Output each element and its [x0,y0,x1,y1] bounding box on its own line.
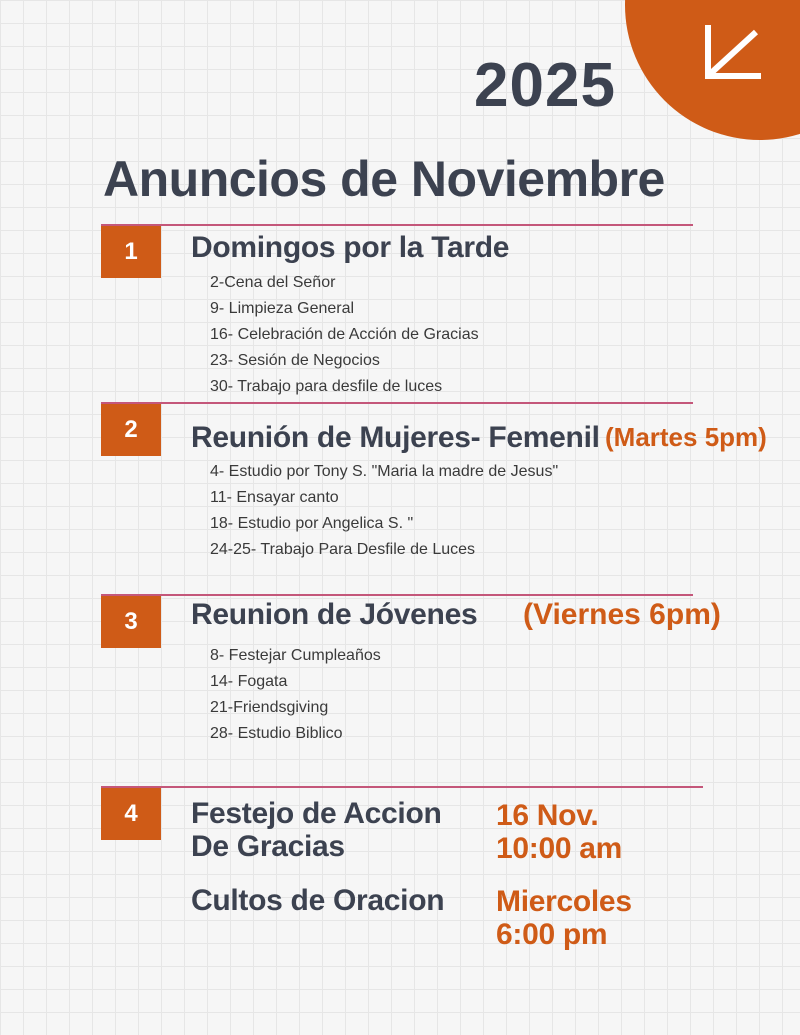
section-number-badge: 2 [101,404,161,456]
list-item: 30- Trabajo para desfile de luces [210,378,443,395]
section-divider [101,786,703,788]
section-number-badge: 1 [101,226,161,278]
arrow-down-left-icon [700,22,762,84]
section-title: Domingos por la Tarde [191,231,510,264]
schedule-list [210,643,381,747]
list-item: 24-25- Trabajo Para Desfile de Luces [210,541,476,558]
event-time: 10:00 am [496,832,623,865]
schedule-list [210,270,479,400]
event-title-line: De Gracias [191,830,345,863]
page-title: Anuncios de Noviembre [103,151,665,207]
list-item: 28- Estudio Biblico [210,725,343,742]
list-item: 9- Limpieza General [210,300,355,317]
meeting-time: (Viernes 6pm) [523,598,721,631]
section-number-badge: 4 [101,788,161,840]
prayer-time: 6:00 pm [496,918,608,951]
list-item: 4- Estudio por Tony S. "Maria la madre de Jesus" [210,463,559,480]
prayer-label: Cultos de Oracion [191,884,445,917]
list-item: 2-Cena del Señor [210,274,336,291]
prayer-day: Miercoles [496,885,632,918]
section-number-badge: 3 [101,596,161,648]
meeting-time: (Martes 5pm) [605,422,767,452]
list-item: 16- Celebración de Acción de Gracias [210,326,479,343]
list-item: 11- Ensayar canto [210,489,339,506]
event-date: 16 Nov. [496,799,599,832]
event-title-line: Festejo de Accion [191,797,442,830]
section-title: Reunion de Jóvenes [191,598,478,631]
list-item: 18- Estudio por Angelica S. " [210,515,414,532]
year-heading: 2025 [474,51,616,120]
event-datetime [496,799,622,865]
section-title: Reunión de Mujeres- Femenil [191,421,600,454]
list-item: 14- Fogata [210,673,288,690]
list-item: 8- Festejar Cumpleaños [210,647,381,664]
list-item: 21-Friendsgiving [210,699,329,716]
section-divider [101,594,693,596]
event-title [191,797,442,863]
section-divider [101,224,693,226]
list-item: 23- Sesión de Negocios [210,352,380,369]
schedule-list [210,459,558,563]
prayer-datetime [496,885,632,951]
section-divider [101,402,693,404]
